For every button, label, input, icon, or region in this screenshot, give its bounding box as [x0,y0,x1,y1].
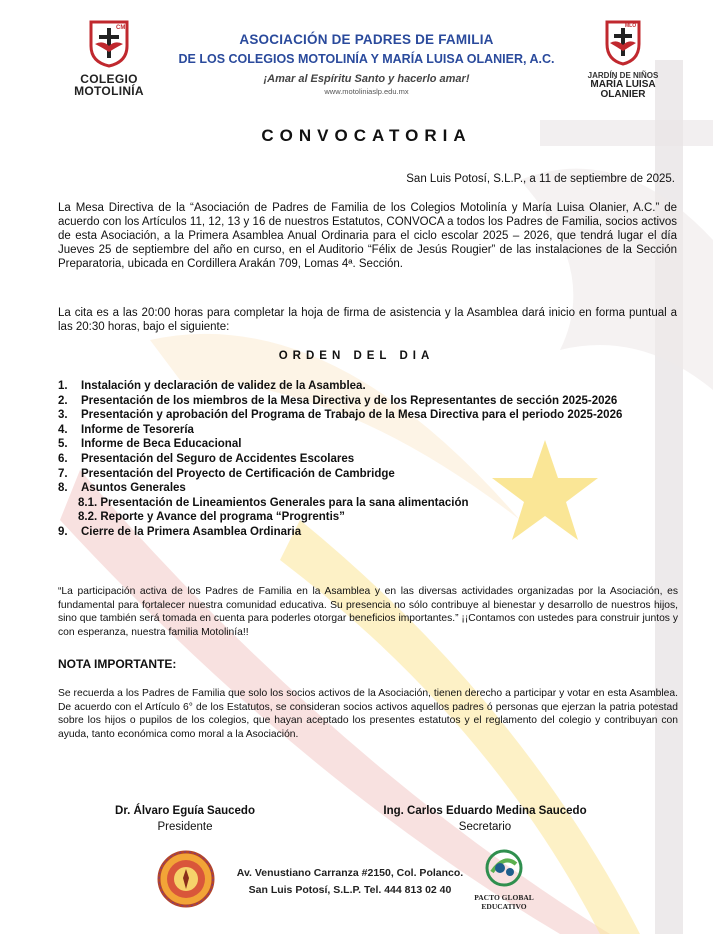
svg-text:CM: CM [116,25,126,31]
signature-secretary [350,805,620,833]
signer-name: Dr. Álvaro Eguía Saucedo [115,805,255,817]
logo-right-line3: OLANIER [600,89,646,100]
logo-left-line2: MOTOLINÍA [74,84,144,98]
colegio-motolinia-logo [64,18,154,97]
important-note-title: NOTA IMPORTANTE: [58,657,177,671]
pacto-global-icon [482,848,526,888]
pacto-global-educativo-logo [464,848,544,911]
participation-quote: “La participación activa de los Padres de Familia en la Asamblea y en las diversas actividades organizadas por la Asociación, es fundamental para fortalecer nuestra comunidad educativa. Su presencia no sólo contribuye al bienestar y desarrollo de nuestros hijos, sino que también será tomada en cuenta para poderles otorgar beneficios importantes.” ¡¡Contamos con ustedes para construir juntos y con esperanza, nuestra familia Motolinía!! [58,586,678,638]
footer-address [225,865,475,899]
address-line: Av. Venustiano Carranza #2150, Col. Polanco. [236,867,464,879]
agenda-item: 7. Presentación del Proyecto de Certificación de Cambridge [58,467,395,480]
agenda-item: 2. Presentación de los miembros de la Mesa Directiva y de los Representantes de sección 2025-2026 [58,394,618,407]
schedule-paragraph: La cita es a las 20:00 horas para completar la hoja de firma de asistencia y la Asamblea dará inicio en forma puntual a las 20:30 horas, bajo el siguiente: [58,307,677,333]
address-line: San Luis Potosí, S.L.P. Tel. 444 813 02 40 [248,884,452,896]
anniversary-seal-icon [157,850,215,908]
convocation-paragraph: La Mesa Directiva de la “Asociación de Padres de Familia de los Colegios Motolinía y María Luisa Olanier, A.C.” de acuerdo con los Artículos 11, 12, 13 y 16 de nuestros Estatutos, CONVOCA a todos los Padres de Familia, socios activos de esta Asociación, a la Primera Asamblea Anual Ordinaria para el ciclo escolar 2025 – 2026, que tendrá lugar el día Jueves 25 de septiembre del año en curso, en el Auditorio “Félix de Jesús Rougier” de las instalaciones de la Sección Preparatoria, ubicada en Cordillera Arakán 709, Lomas 4ª. Sección. [58,202,677,270]
date-line: San Luis Potosí, S.L.P., a 11 de septiembre de 2025. [406,173,675,185]
document-title: CONVOCATORIA [261,126,472,145]
agenda-subitem: 8.1. Presentación de Lineamientos Generales para la sana alimentación [78,496,469,509]
agenda-item: 1. Instalación y declaración de validez de la Asamblea. [58,380,366,392]
pacto-line2: EDUCATIVO [481,902,527,911]
association-name: ASOCIACIÓN DE PADRES DE FAMILIA [239,32,494,47]
agenda-title: ORDEN DEL DIA [278,350,435,362]
agenda-item: 5. Informe de Beca Educacional [58,438,242,451]
svg-text:MLO: MLO [625,23,637,29]
jardin-maria-luisa-olanier-logo [578,18,668,100]
motto: ¡Amar al Espíritu Santo y hacerlo amar! [263,73,470,85]
agenda-item: 3. Presentación y aprobación del Programa de Trabajo de la Mesa Directiva para el periodo 2025-2026 [58,409,623,422]
agenda-item: 8. Asuntos Generales [58,482,186,495]
signer-role: Presidente [157,821,213,833]
pacto-line1: PACTO GLOBAL [474,893,534,902]
agenda-subitem: 8.2. Reporte y Avance del programa “Progrentis” [78,511,345,524]
signer-role: Secretario [458,821,512,833]
olanier-shield-icon [603,18,643,66]
signature-president [90,805,280,833]
agenda-item: 9. Cierre de la Primera Asamblea Ordinaria [58,525,302,538]
logo-right-line1: JARDÍN DE NIÑOS [587,71,659,80]
logo-right-line2: MARÍA LUISA [590,79,656,90]
agenda-item: 4. Informe de Tesorería [58,423,194,436]
logo-left-line1: COLEGIO [80,72,138,86]
association-subtitle: DE LOS COLEGIOS MOTOLINÍA Y MARÍA LUISA OLANIER, A.C. [178,52,555,66]
website: www.motoliniaslp.edu.mx [324,87,409,96]
agenda-list [58,379,668,540]
important-note-text: Se recuerda a los Padres de Familia que solo los socios activos de la Asociación, tienen derecho a participar y votar en esta Asamblea. De acuerdo con el Artículo 6° de los Estatutos, se consideran socios activos aquellos padres ó personas que ejerzan la patria potestad sobre los hijos o pupilos de los colegios, que hayan aceptado los presentes estatutos y el reglamento del colegio y contribuyan con ayuda, tanto económica como moral a la Asociación. [58,688,678,740]
signer-name: Ing. Carlos Eduardo Medina Saucedo [383,805,587,817]
motolinia-shield-icon [87,18,131,68]
agenda-item: 6. Presentación del Seguro de Accidentes Escolares [58,452,355,465]
letterhead [160,32,573,96]
